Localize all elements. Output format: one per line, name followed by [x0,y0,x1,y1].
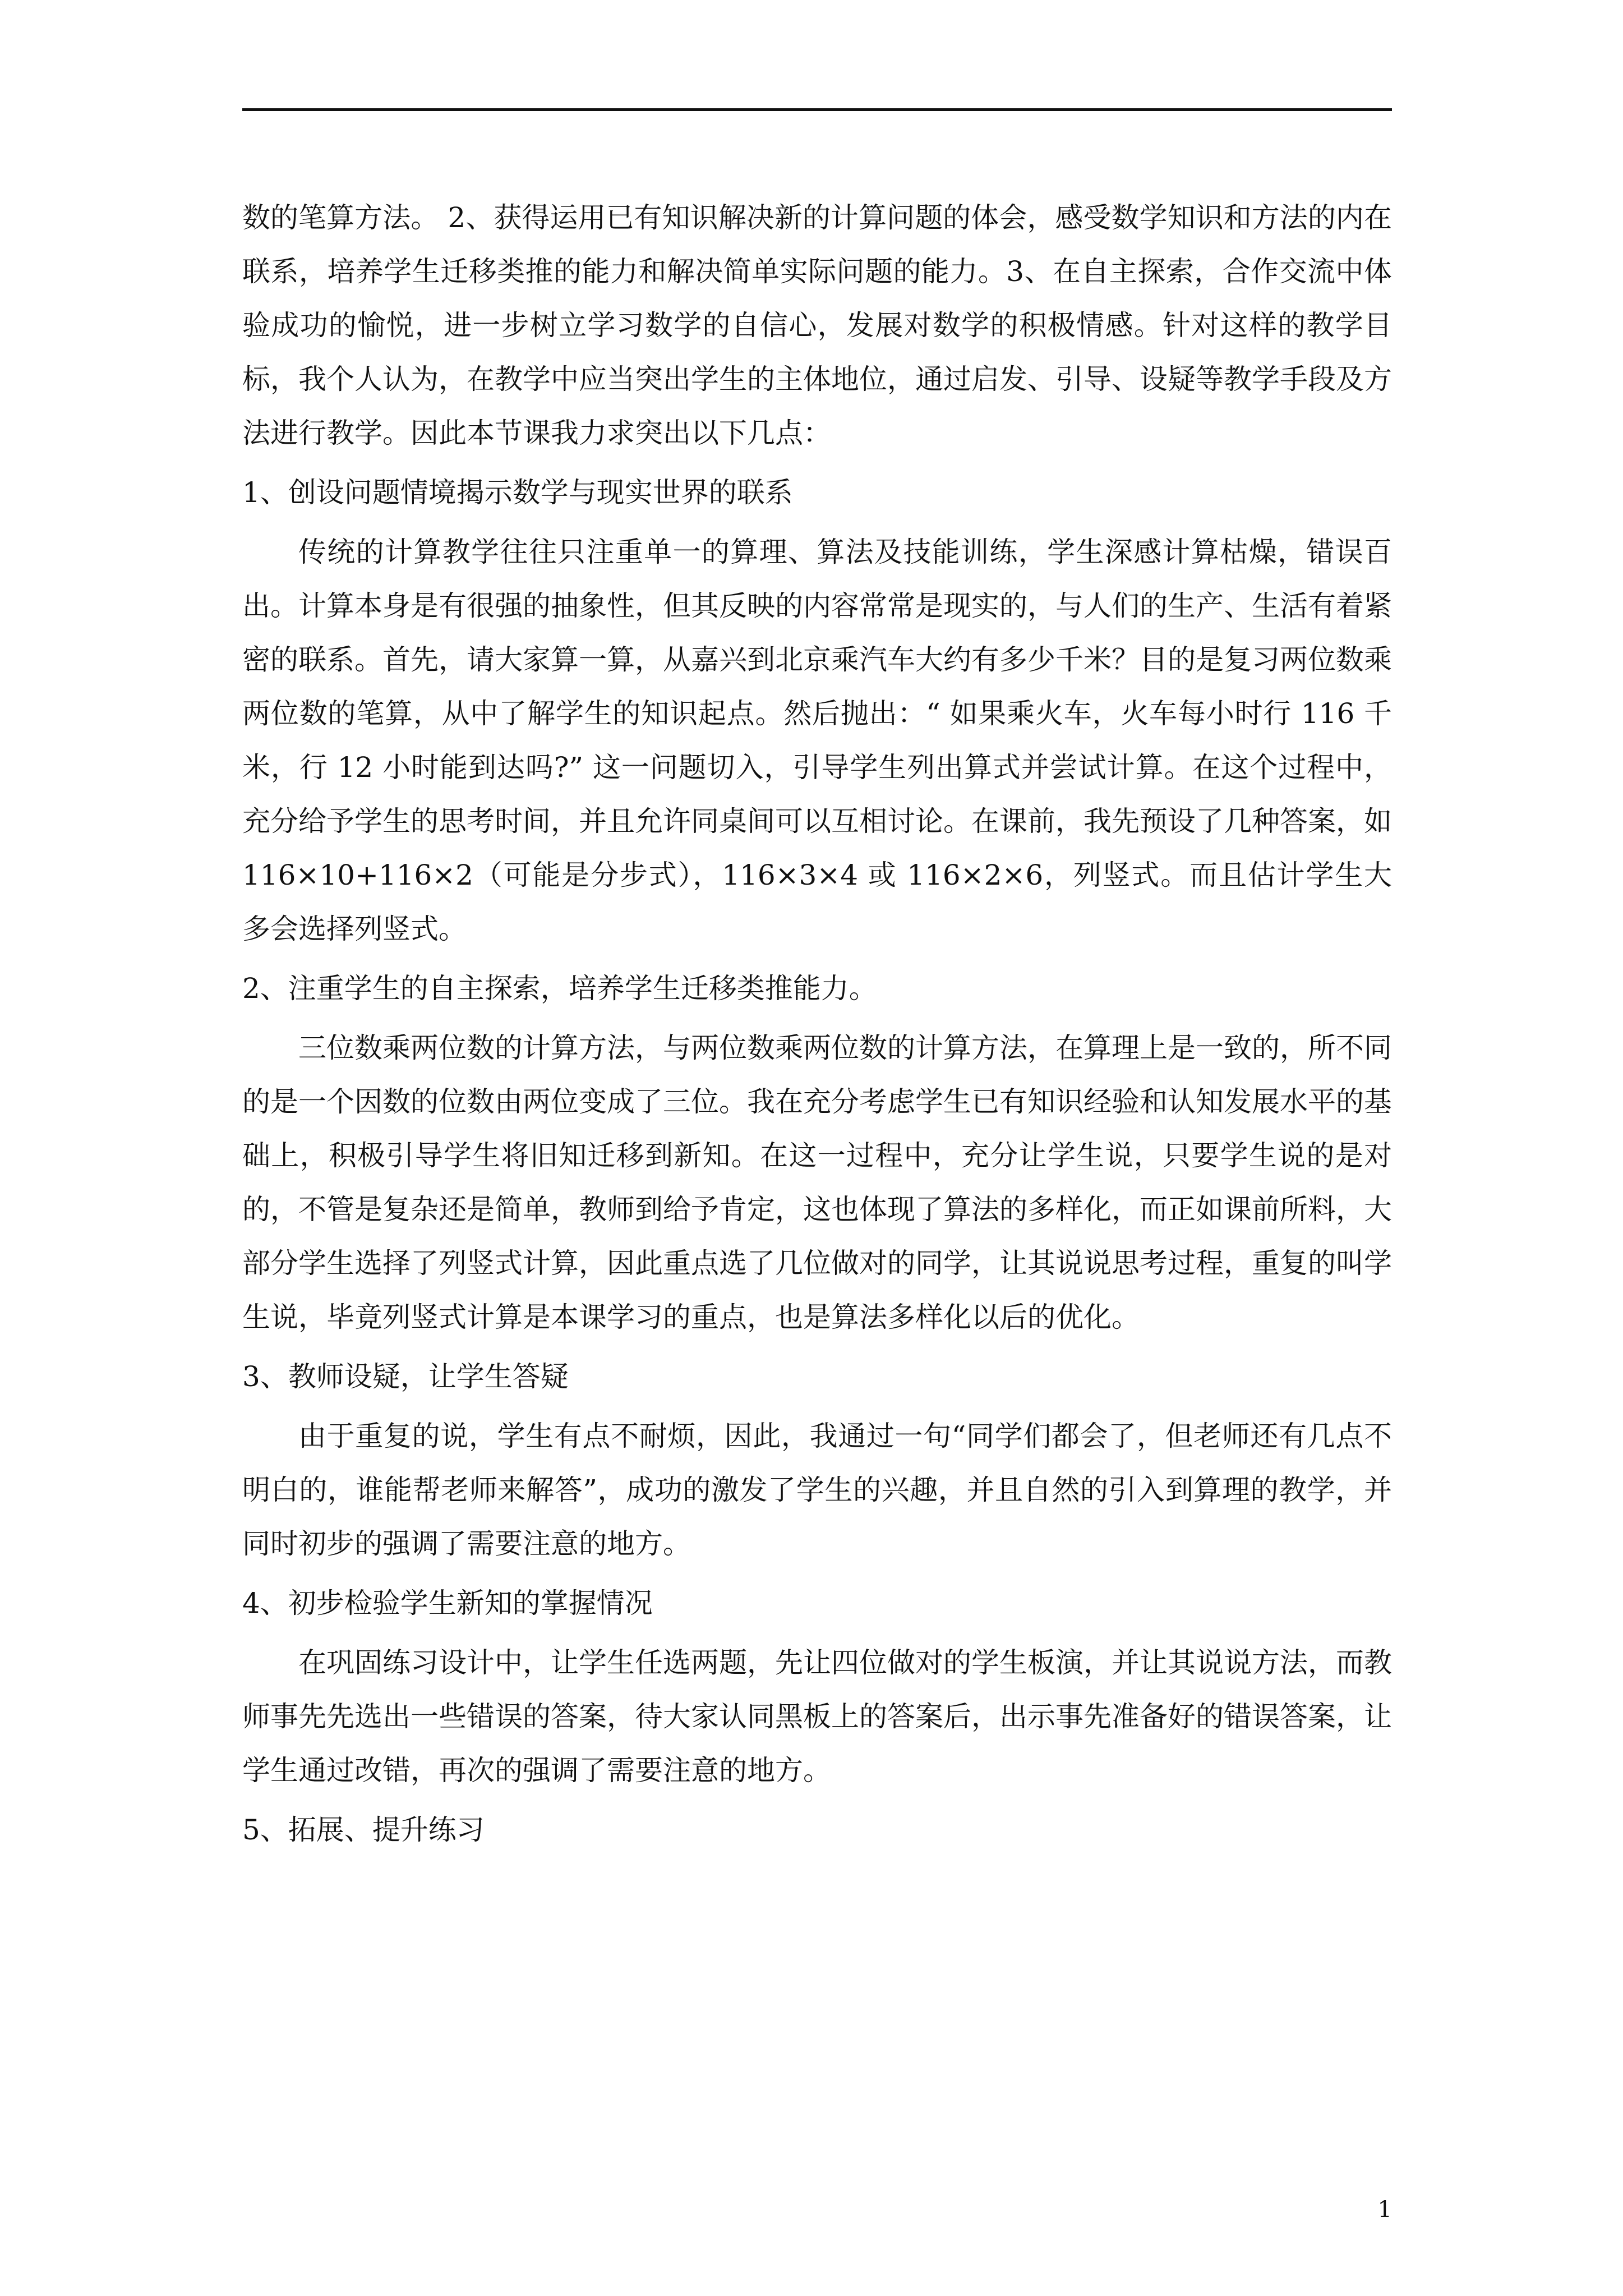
intro-paragraph: 数的笔算方法。 2、获得运用已有知识解决新的计算问题的体会，感受数学知识和方法的内在联系，培养学生迁移类推的能力和解决简单实际问题的能力。3、在自主探索，合作交流中体验成功的愉悦，进一步树立学习数学的自信心，发展对数学的积极情感。针对这样的教学目标，我个人认为，在教学中应当突出学生的主体地位，通过启发、引导、设疑等教学手段及方法进行教学。因此本节课我力求突出以下几点： [242,201,1392,449]
page-number: 1 [1377,2197,1392,2223]
document-body [242,191,1392,1862]
section-heading-2: 2、注重学生的自主探索，培养学生迁移类推能力。 [242,972,877,1005]
section-heading-1: 1、创设问题情境揭示数学与现实世界的联系 [242,476,793,509]
section-paragraph-4: 在巩固练习设计中，让学生任选两题，先让四位做对的学生板演，并让其说说方法，而教师事先先选出一些错误的答案，待大家认同黑板上的答案后，出示事先准备好的错误答案，让学生通过改错，再次的强调了需要注意的地方。 [242,1646,1392,1787]
section-heading-4: 4、初步检验学生新知的掌握情况 [242,1587,653,1619]
section-paragraph-1: 传统的计算教学往往只注重单一的算理、算法及技能训练，学生深感计算枯燥，错误百出。计算本身是有很强的抽象性，但其反映的内容常常是现实的，与人们的生产、生活有着紧密的联系。首先，请大家算一算，从嘉兴到北京乘汽车大约有多少千米？目的是复习两位数乘两位数的笔算，从中了解学生的知识起点。然后抛出：“ 如果乘火车，火车每小时行 116 千米，行 12 小时能到达吗?” 这一问题切入，引导学生列出算式并尝试计算。在这个过程中，充分给予学生的思考时间，并且允许同桌间可以互相讨论。在课前，我先预设了几种答案，如 116×10+116×2（可能是分步式），116×3×4 或 116×2×6，列竖式。而且估计学生大多会选择列竖式。 [242,536,1392,945]
section-heading-3: 3、教师设疑，让学生答疑 [242,1360,569,1393]
header-rule [242,108,1392,111]
section-paragraph-2: 三位数乘两位数的计算方法，与两位数乘两位数的计算方法，在算理上是一致的，所不同的是一个因数的位数由两位变成了三位。我在充分考虑学生已有知识经验和认知发展水平的基础上，积极引导学生将旧知迁移到新知。在这一过程中，充分让学生说，只要学生说的是对的，不管是复杂还是简单，教师到给予肯定，这也体现了算法的多样化，而正如课前所料，大部分学生选择了列竖式计算，因此重点选了几位做对的同学，让其说说思考过程，重复的叫学生说，毕竟列竖式计算是本课学习的重点，也是算法多样化以后的优化。 [242,1032,1392,1333]
section-heading-5: 5、拓展、提升练习 [242,1814,485,1846]
section-paragraph-3: 由于重复的说，学生有点不耐烦，因此，我通过一句“同学们都会了，但老师还有几点不明白的，谁能帮老师来解答”，成功的激发了学生的兴趣，并且自然的引入到算理的教学，并同时初步的强调了需要注意的地方。 [242,1420,1392,1560]
